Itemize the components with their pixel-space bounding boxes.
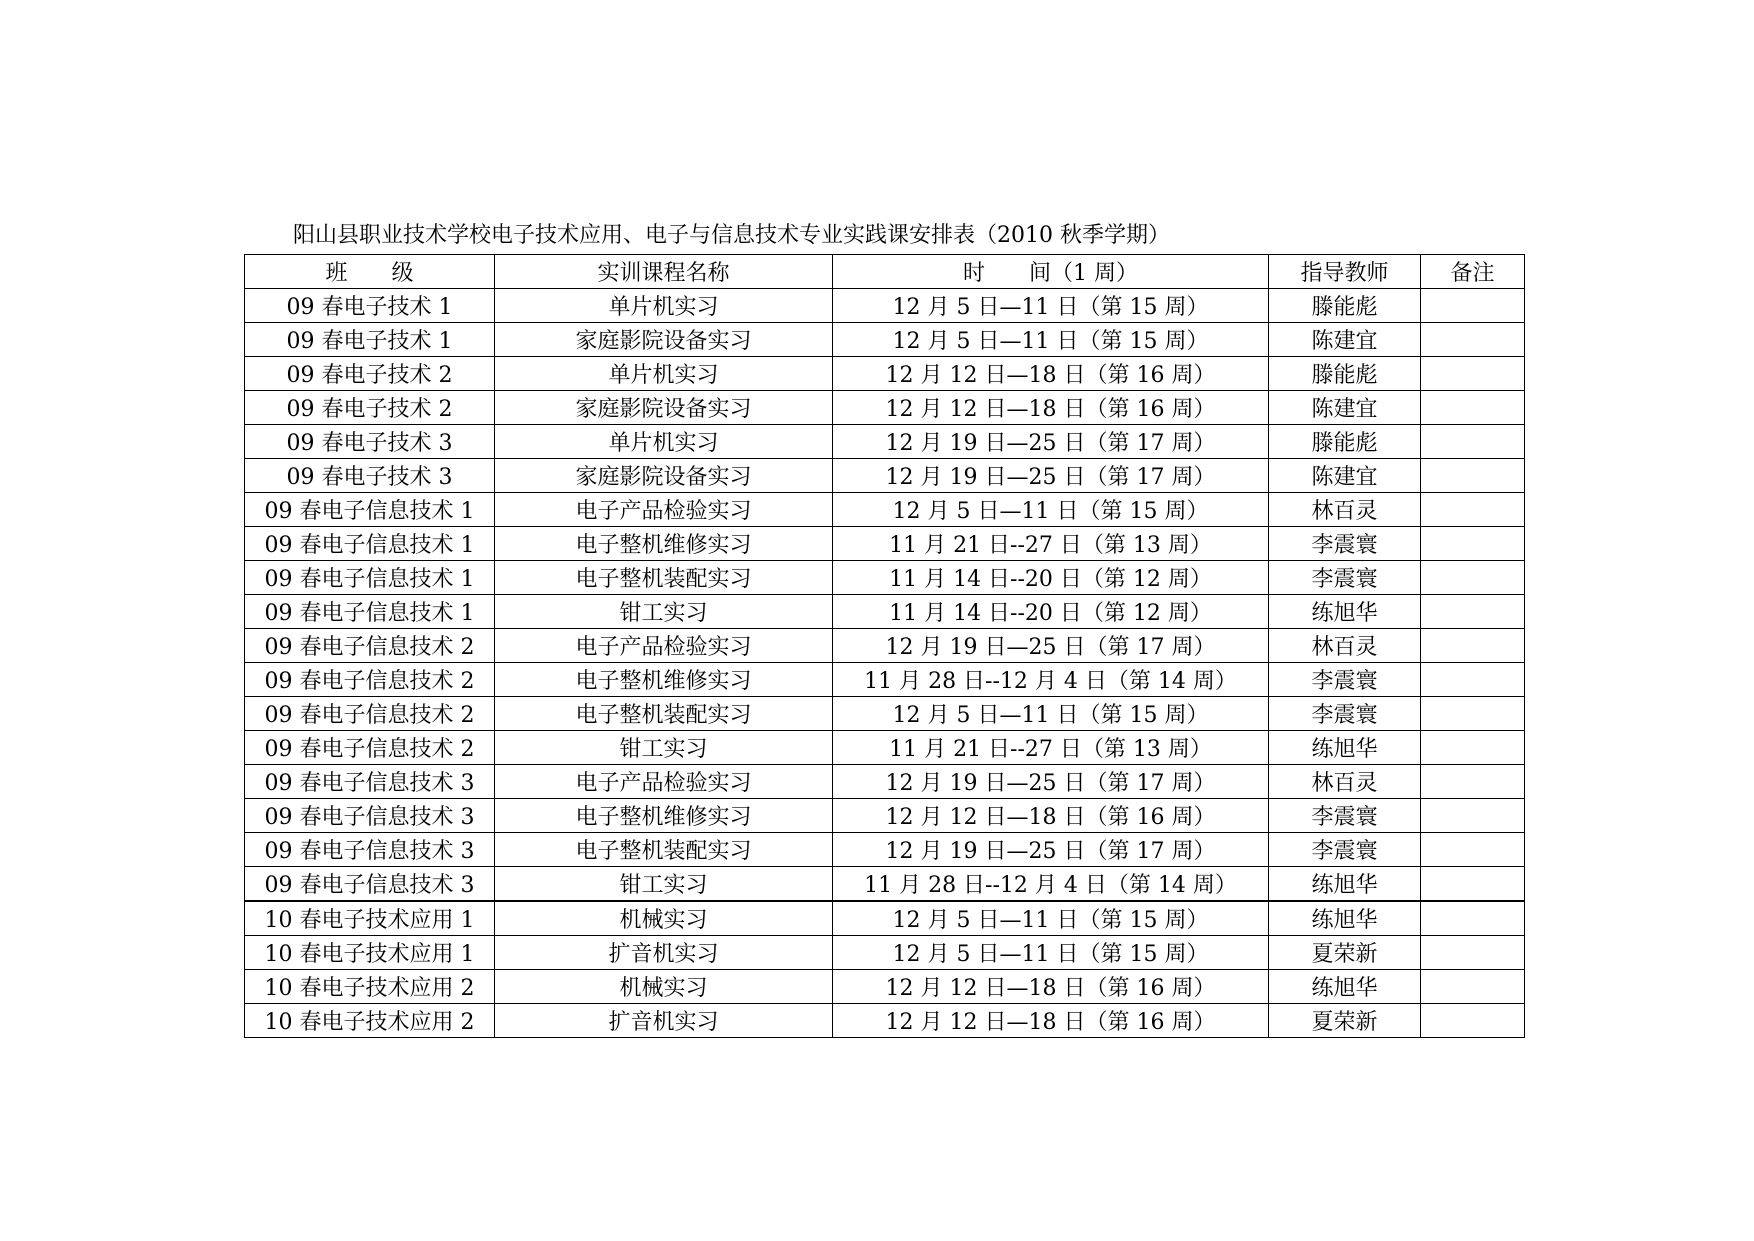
table-row (245, 833, 1525, 867)
time-cell: 12 月 19 日—25 日（第 17 周） (833, 425, 1269, 459)
teacher-cell: 滕能彪 (1269, 289, 1421, 323)
table-row (245, 1004, 1525, 1038)
note-cell (1421, 697, 1525, 731)
time-cell: 12 月 5 日—11 日（第 15 周） (833, 289, 1269, 323)
course-cell: 电子整机装配实习 (495, 697, 833, 731)
time-cell: 12 月 5 日—11 日（第 15 周） (833, 697, 1269, 731)
teacher-cell: 林百灵 (1269, 493, 1421, 527)
table-row (245, 765, 1525, 799)
time-cell: 12 月 19 日—25 日（第 17 周） (833, 459, 1269, 493)
course-cell: 钳工实习 (495, 731, 833, 765)
class-cell: 09 春电子技术 2 (245, 357, 495, 391)
note-cell (1421, 357, 1525, 391)
note-cell (1421, 799, 1525, 833)
time-cell: 12 月 12 日—18 日（第 16 周） (833, 357, 1269, 391)
table-row (245, 901, 1525, 936)
table-row (245, 629, 1525, 663)
note-cell (1421, 1004, 1525, 1038)
course-cell: 电子整机维修实习 (495, 799, 833, 833)
time-cell: 12 月 5 日—11 日（第 15 周） (833, 323, 1269, 357)
class-cell: 10 春电子技术应用 2 (245, 970, 495, 1004)
time-cell: 12 月 12 日—18 日（第 16 周） (833, 970, 1269, 1004)
time-cell: 12 月 19 日—25 日（第 17 周） (833, 765, 1269, 799)
note-cell (1421, 867, 1525, 902)
header-class: 班 级 (245, 255, 495, 289)
course-cell: 扩音机实习 (495, 1004, 833, 1038)
class-cell: 09 春电子技术 2 (245, 391, 495, 425)
course-cell: 单片机实习 (495, 289, 833, 323)
course-cell: 电子产品检验实习 (495, 493, 833, 527)
class-cell: 09 春电子信息技术 1 (245, 493, 495, 527)
class-cell: 10 春电子技术应用 1 (245, 901, 495, 936)
class-cell: 09 春电子信息技术 2 (245, 731, 495, 765)
note-cell (1421, 289, 1525, 323)
header-course-name: 实训课程名称 (495, 255, 833, 289)
header-note: 备注 (1421, 255, 1525, 289)
course-cell: 电子整机装配实习 (495, 833, 833, 867)
teacher-cell: 陈建宜 (1269, 391, 1421, 425)
course-cell: 电子整机维修实习 (495, 527, 833, 561)
teacher-cell: 练旭华 (1269, 901, 1421, 936)
teacher-cell: 李震寰 (1269, 663, 1421, 697)
course-cell: 机械实习 (495, 901, 833, 936)
note-cell (1421, 391, 1525, 425)
course-cell: 机械实习 (495, 970, 833, 1004)
table-row (245, 459, 1525, 493)
teacher-cell: 滕能彪 (1269, 425, 1421, 459)
course-cell: 电子产品检验实习 (495, 629, 833, 663)
note-cell (1421, 459, 1525, 493)
time-cell: 12 月 12 日—18 日（第 16 周） (833, 391, 1269, 425)
class-cell: 09 春电子信息技术 3 (245, 833, 495, 867)
table-row (245, 493, 1525, 527)
teacher-cell: 李震寰 (1269, 527, 1421, 561)
class-cell: 09 春电子信息技术 1 (245, 595, 495, 629)
note-cell (1421, 493, 1525, 527)
table-row (245, 561, 1525, 595)
class-cell: 09 春电子信息技术 1 (245, 561, 495, 595)
course-cell: 电子整机维修实习 (495, 663, 833, 697)
time-cell: 11 月 14 日--20 日（第 12 周） (833, 561, 1269, 595)
note-cell (1421, 901, 1525, 936)
note-cell (1421, 425, 1525, 459)
class-cell: 09 春电子信息技术 3 (245, 799, 495, 833)
teacher-cell: 夏荣新 (1269, 1004, 1421, 1038)
time-cell: 12 月 19 日—25 日（第 17 周） (833, 833, 1269, 867)
course-cell: 钳工实习 (495, 867, 833, 902)
note-cell (1421, 527, 1525, 561)
course-cell: 扩音机实习 (495, 936, 833, 970)
time-cell: 12 月 5 日—11 日（第 15 周） (833, 936, 1269, 970)
table-row (245, 357, 1525, 391)
time-cell: 12 月 5 日—11 日（第 15 周） (833, 493, 1269, 527)
teacher-cell: 李震寰 (1269, 561, 1421, 595)
class-cell: 09 春电子信息技术 1 (245, 527, 495, 561)
header-time: 时 间（1 周） (833, 255, 1269, 289)
class-cell: 09 春电子信息技术 2 (245, 663, 495, 697)
table-row (245, 936, 1525, 970)
class-cell: 09 春电子信息技术 2 (245, 697, 495, 731)
teacher-cell: 陈建宜 (1269, 459, 1421, 493)
time-cell: 12 月 5 日—11 日（第 15 周） (833, 901, 1269, 936)
time-cell: 11 月 14 日--20 日（第 12 周） (833, 595, 1269, 629)
table-row (245, 425, 1525, 459)
teacher-cell: 滕能彪 (1269, 357, 1421, 391)
time-cell: 12 月 12 日—18 日（第 16 周） (833, 799, 1269, 833)
note-cell (1421, 561, 1525, 595)
note-cell (1421, 629, 1525, 663)
header-teacher: 指导教师 (1269, 255, 1421, 289)
table-row (245, 697, 1525, 731)
class-cell: 09 春电子信息技术 3 (245, 765, 495, 799)
class-cell: 10 春电子技术应用 1 (245, 936, 495, 970)
table-row (245, 799, 1525, 833)
class-cell: 09 春电子信息技术 2 (245, 629, 495, 663)
teacher-cell: 林百灵 (1269, 765, 1421, 799)
table-row (245, 323, 1525, 357)
class-cell: 09 春电子技术 1 (245, 323, 495, 357)
course-cell: 电子整机装配实习 (495, 561, 833, 595)
table-row (245, 289, 1525, 323)
note-cell (1421, 833, 1525, 867)
teacher-cell: 练旭华 (1269, 867, 1421, 902)
class-cell: 10 春电子技术应用 2 (245, 1004, 495, 1038)
note-cell (1421, 731, 1525, 765)
table-body (245, 289, 1525, 1038)
course-cell: 钳工实习 (495, 595, 833, 629)
note-cell (1421, 970, 1525, 1004)
class-cell: 09 春电子技术 3 (245, 425, 495, 459)
time-cell: 11 月 28 日--12 月 4 日（第 14 周） (833, 867, 1269, 902)
class-cell: 09 春电子信息技术 3 (245, 867, 495, 902)
table-row (245, 595, 1525, 629)
table-row (245, 663, 1525, 697)
time-cell: 11 月 21 日--27 日（第 13 周） (833, 527, 1269, 561)
time-cell: 11 月 28 日--12 月 4 日（第 14 周） (833, 663, 1269, 697)
note-cell (1421, 663, 1525, 697)
document-title: 阳山县职业技术学校电子技术应用、电子与信息技术专业实践课安排表（2010 秋季学期） (293, 223, 1170, 248)
note-cell (1421, 936, 1525, 970)
teacher-cell: 练旭华 (1269, 970, 1421, 1004)
time-cell: 11 月 21 日--27 日（第 13 周） (833, 731, 1269, 765)
teacher-cell: 李震寰 (1269, 799, 1421, 833)
teacher-cell: 林百灵 (1269, 629, 1421, 663)
course-cell: 单片机实习 (495, 425, 833, 459)
class-cell: 09 春电子技术 1 (245, 289, 495, 323)
course-cell: 单片机实习 (495, 357, 833, 391)
course-cell: 电子产品检验实习 (495, 765, 833, 799)
table-row (245, 391, 1525, 425)
table-row (245, 970, 1525, 1004)
course-cell: 家庭影院设备实习 (495, 323, 833, 357)
teacher-cell: 夏荣新 (1269, 936, 1421, 970)
teacher-cell: 练旭华 (1269, 595, 1421, 629)
table-row (245, 527, 1525, 561)
note-cell (1421, 323, 1525, 357)
course-cell: 家庭影院设备实习 (495, 391, 833, 425)
table-row (245, 731, 1525, 765)
note-cell (1421, 765, 1525, 799)
table-row (245, 867, 1525, 902)
practice-schedule-table (244, 254, 1525, 1038)
teacher-cell: 练旭华 (1269, 731, 1421, 765)
table-header-row (245, 255, 1525, 289)
time-cell: 12 月 12 日—18 日（第 16 周） (833, 1004, 1269, 1038)
teacher-cell: 李震寰 (1269, 697, 1421, 731)
teacher-cell: 李震寰 (1269, 833, 1421, 867)
teacher-cell: 陈建宜 (1269, 323, 1421, 357)
class-cell: 09 春电子技术 3 (245, 459, 495, 493)
time-cell: 12 月 19 日—25 日（第 17 周） (833, 629, 1269, 663)
course-cell: 家庭影院设备实习 (495, 459, 833, 493)
note-cell (1421, 595, 1525, 629)
